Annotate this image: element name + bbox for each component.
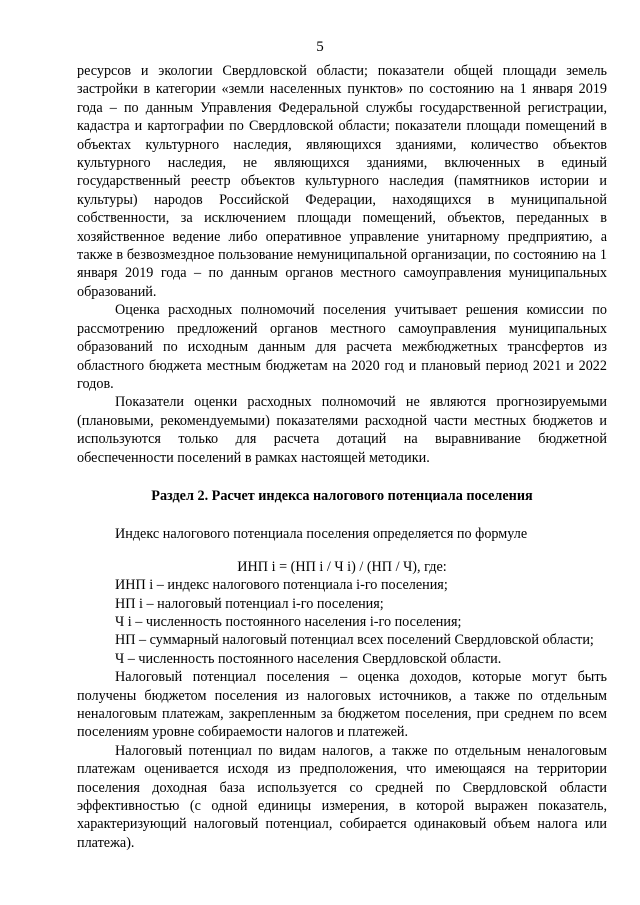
formula-intro: Индекс налогового потенциала поселения определяется по формуле [115,526,528,543]
definition-item: ИНП i – индекс налогового потенциала i-го поселения; [115,577,448,594]
paragraph: Оценка расходных полномочий поселения учитывает решения комиссии по рассмотрению предложений органов местного самоуправления муниципальных образований по исходным данным для расчета межбюджетных трансфертов из областного бюджета местным бюджетам на 2020 год и плановый период 2021 и 2022 годов. [77,302,607,392]
definition-item: Ч i – численность постоянного населения i-го поселения; [115,613,462,630]
paragraph: Налоговый потенциал поселения – оценка доходов, которые могут быть получены бюджетом поселения из налоговых источников, а также по отдельным неналоговым платежам, закрепленным за бюджетом поселения, при среднем по всем поселениям уровне собираемости налогов и платежей. [77,669,607,741]
paragraph: ресурсов и экологии Свердловской области; показатели общей площади земель застройки в категории «земли населенных пунктов» по состоянию на 1 января 2019 года – по данным Управления Федеральной службы государственной регистрации, кадастра и картографии по Свердловской области; показатели площади помещений в объектах культурного наследия, являющихся зданиями, количество объектов культурного наследия, не являющихся зданиями, включенных в единый государственный реестр объектов культурного наследия (памятников истории и культуры) народов Российской Федерации, находящихся в муниципальной собственности, за исключением площади помещений, объектов, переданных в хозяйственное ведение либо оперативное управление унитарному предприятию, а также в безвозмездное пользование немуниципальной организации, по состоянию на 1 января 2019 года – по данным органов местного самоуправления муниципальных образований. [77,63,607,300]
document-body [77,62,607,852]
definition-item: НП i – налоговый потенциал i-го поселения; [115,595,384,612]
page-number: 5 [316,39,324,55]
paragraph: Налоговый потенциал по видам налогов, а также по отдельным неналоговым платежам оценивается исходя из предположения, что имеющаяся на территории поселения доходная база используется со средней по Свердловской области эффективностью (с одной единицы измерения, в которой выражен показатель, характеризующий налоговый потенциал, собирается одинаковый объем налога или платежа). [77,742,607,851]
formula: ИНП i = (НП i / Ч i) / (НП / Ч), где: [237,558,447,575]
definition-item: Ч – численность постоянного населения Свердловской области. [115,650,502,667]
section-heading: Раздел 2. Расчет индекса налогового потенциала поселения [151,487,533,504]
definition-item: НП – суммарный налоговый потенциал всех поселений Свердловской области; [115,632,594,649]
paragraph: Показатели оценки расходных полномочий не являются прогнозируемыми (плановыми, рекомендуемыми) показателями расходной части местных бюджетов и используются только для расчета дотаций на выравнивание бюджетной обеспеченности поселений в рамках настоящей методики. [77,394,607,466]
